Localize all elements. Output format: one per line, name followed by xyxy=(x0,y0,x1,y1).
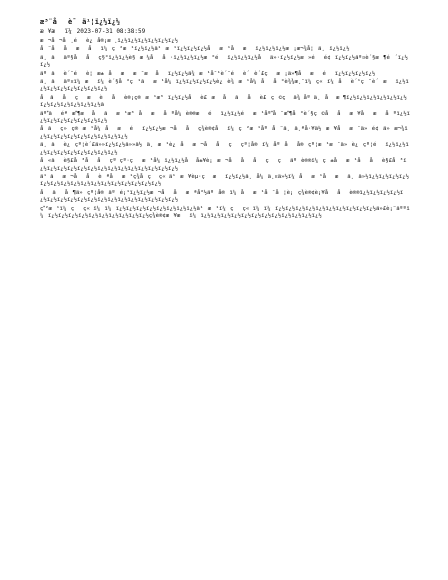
paragraph: äºãéªæ¶æ åãæ¹æ³åæåºå¼è®®æéï¿½ï¿½éæ¹åºå¨æ¶å°è´§ç©ååæ¥å æåºï¿½ï¿½ï¿½ï¿½ï¿½ï¿½ï¿½ï¿½ xyxy=(40,110,410,125)
paragraph: ä¹ãæ¬ååèªåæ¹ç¾åçç« ä¹æ¥èµ·çæï¿½ï¿½ä¸å¼ä¸¤ä»½ï¼åæ¹åæä¸ä»½ï¿½ï¿½ï¿½ï¿½ï¿½ï¿½ï¿½ï¿½ï¿½ï¿½ï¿½ï¿½ï¿½ï¿½ï¿½ï¿½ xyxy=(40,173,409,188)
paragraph: åãåçæèåè®¡ç®æ¹æ³ï¿½ï¿½å è£ æ åãå è£ ç©çä¾åºä¸åæ¶ï¿½ï¿½ï¿½ï¿½ï¿½ï¿½ï¿½ï¿½ï¿½ï¿½ï¿½ï¿½ã xyxy=(40,94,407,109)
paragraph: åãå ¶ä»çº¦å®äºé¡¹ï¿½ï¿½æ¬ååæªå°½äºå®ï¼åæ¹å¯å¦è¡ç¾è®¢è¡¥å åè®®ï¿½ï¿½ï¿½ï¿½ï¿½ï¿½ï¿½ï¿½ï¿½ï¿½ï¿½ï¿½ï¿½ï¿½ï¿½ï¿½ï¿½ï¿½ xyxy=(40,189,404,204)
document-date-line: æ¥æï¼2023-07-31 08:38:59 xyxy=(40,28,146,35)
paragraph: å ãç»ç®æ¹å¼åæéï¿½ï¿½æ¬ååç¾è®¢åï¼ç²æ¹åºå¨ä¸ä¸ªå·¥ä½æ¥å æ¯ä»é¢ä»æ¬¾ï¿½ï¿½ï¿½ï¿½ï¿½ï¿½ï¿½ï¿½ï¿½ xyxy=(40,126,408,140)
paragraph: ä¸ãäº§ååç§°ï¿½ï¿½è§æ ¼åå·ï¿½ï¿½ï¿½æ°éï¿½ï¿½ï¿½åä»·ï¿½ï¿½æ»éé¢ï¿½ï¿½äº¤è´§æ¶é´ï¿½ï¿½ xyxy=(40,54,408,69)
document-title: æ³¨åè¯ä¹¦ï¿½ï¿½ xyxy=(40,18,121,26)
paragraph: å¨ååæå ï¼ç²æ¹ï¿½ï¿½ä¹æ¹ï¿½ï¿½ï¿½åæ¹åæï¿½ï¿½ï¿½æ¡æ¬¾å¦ä¸ï¿½ï¿½ xyxy=(40,46,350,53)
paragraph: äºãè´¨éè¦æ±åææ¯æ åï¿½ï¿½ä¾æ¹å¯¹è´¨éè´è´£çæ¡ä»¶åæéï¿½ï¿½ï¿½ï¿½ xyxy=(40,70,376,77)
paragraph: æ¬å ¬å¸éè¿å®¡æ ¸ï¿½ï¿½ï¿½ï¿½ï¿½ï¿½ xyxy=(40,38,178,44)
signature-line: ç²æ¹ï¼çç« ï¼ï¼ï¿½ï¿½ï¿½ï¿½ï¿½ï¿½ï¿½ï¿½ä¹æ¹ï¼çç« ï¼ï¼ï¿½ï¿½ï¿½ï¿½ï¿½ï¿½ï¿½ï¿½ï¿½ï¿½ä»£è¡¨äººï¼ï¿½ï¿½ï¿½ï¿½ï¿½ï¿½ï¿½ï¿½ï¿½ï¿½ç¾è®¢æ¥æï¼ï¿½ï¿½ï¿½ï¿½ï¿½ï¿½ï¿½ï¿½ï¿½ï¿½ï¿½ï¿½ xyxy=(40,205,410,219)
paragraph: ä¸ãäº¤ï¼æï¼è´§å°ç¹ãæ¹å¼ï¿½ï¿½ï¿½ï¿½è¿è¾æ¹å¼åå°è¾¾æ¸¯ï¼ç«ï¼åè´¹ç¨è´æ ï¿½ï¿½ï¿½ï¿½ï¿½ï¿½ï¿½ï¿½ xyxy=(40,79,409,93)
document-body xyxy=(40,38,410,220)
paragraph: ä¸ãè¿çº¦è´£ä»»ï¿½ï¿½ä»»ä½ä¸æ¹è¿åæ¬ååççº¦å®ï¼åºåå®çº¦æ¹æ¯ä»è¿çº¦éï¿½ï¿½ï¿½ï¿½ï¿½ï¿½ï¿½ï¿½ï¿½ï¿½ xyxy=(40,142,409,156)
paragraph: å «ãè§£å³ååçº çº·çæ¹å¼ï¿½ï¿½å å±¥è¡æ¬åååççäºè®®ï¼ç±åæ¹ååè§£å³ï¿½ï¿½ï¿½ï¿½ï¿½ï¿½ï¿½ï¿½ï¿½ï¿½ï¿½ï¿½ï¿½ï¿½ xyxy=(40,158,407,172)
